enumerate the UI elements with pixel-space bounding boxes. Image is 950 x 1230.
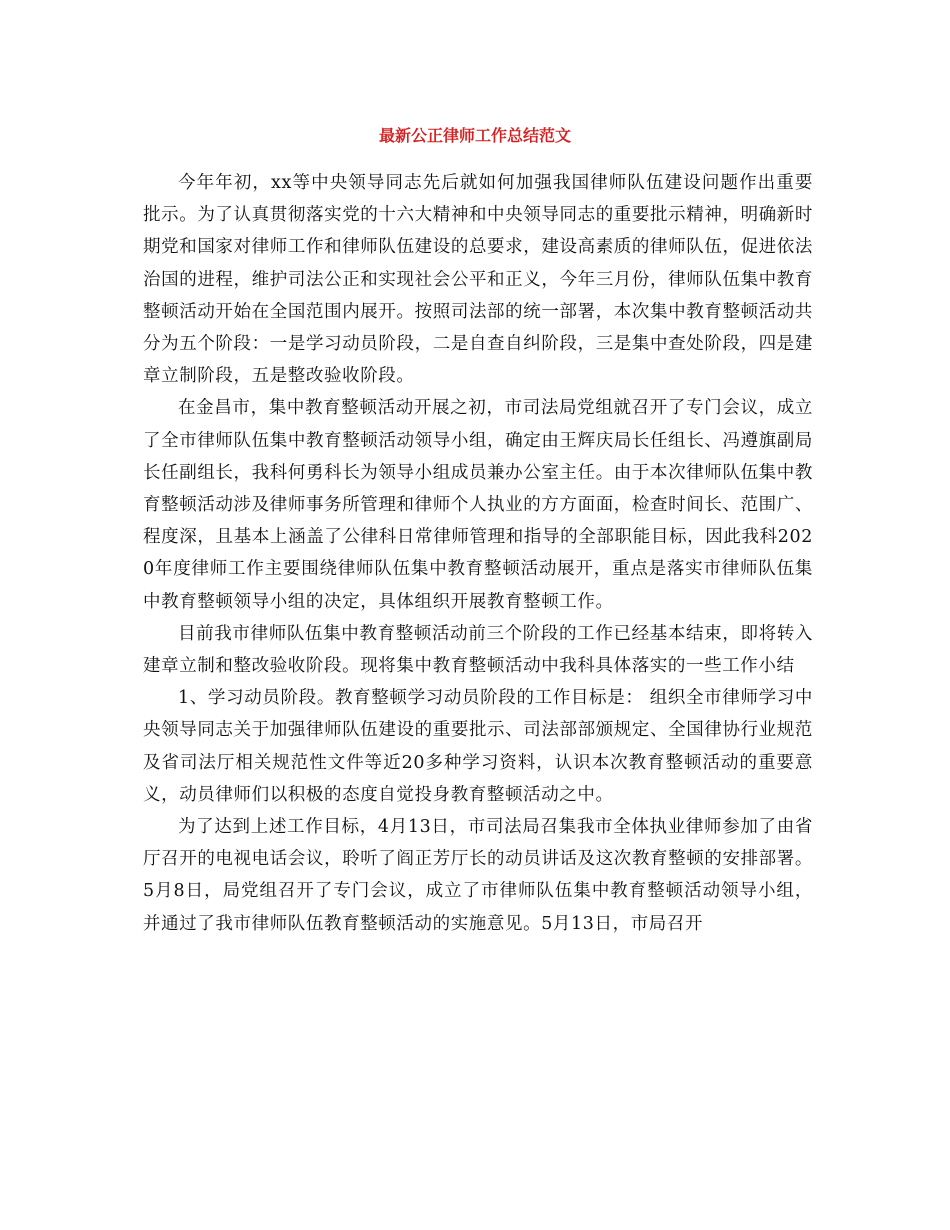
paragraph: 在金昌市，集中教育整顿活动开展之初，市司法局党组就召开了专门会议，成立了全市律师队伍集中教育整顿活动领导小组，确定由王辉庆局长任组长、冯遵旗副局长任副组长，我科何勇科长为领导小组成员兼办公室主任。由于本次律师队伍集中教育整顿活动涉及律师事务所管理和律师个人执业的方方面面，检查时间长、范围广、程度深，且基本上涵盖了公律科日常律师管理和指导的全部职能目标，因此我科2020年度律师工作主要围绕律师队伍集中教育整顿活动展开，重点是落实市律师队伍集中教育整顿领导小组的决定，具体组织开展教育整顿工作。 (143, 398, 813, 612)
document-body (143, 167, 813, 940)
paragraph: 1、学习动员阶段。教育整顿学习动员阶段的工作目标是： 组织全市律师学习中央领导同志关于加强律师队伍建设的重要批示、司法部部颁规定、全国律协行业规范及省司法厅相关规范性文件等近20多种学习资料，认识本次教育整顿活动的重要意义，动员律师们以积极的态度自觉投身教育整顿活动之中。 (143, 688, 813, 805)
paragraph: 为了达到上述工作目标，4月13日，市司法局召集我市全体执业律师参加了由省厅召开的电视电话会议，聆听了阎正芳厅长的动员讲话及这次教育整顿的安排部署。5月8日，局党组召开了专门会议，成立了市律师队伍集中教育整顿活动领导小组，并通过了我市律师队伍教育整顿活动的实施意见。5月13日，市局召开 (143, 817, 813, 934)
paragraph: 今年年初，xx等中央领导同志先后就如何加强我国律师队伍建设问题作出重要批示。为了认真贯彻落实党的十六大精神和中央领导同志的重要批示精神，明确新时期党和国家对律师工作和律师队伍建设的总要求，建设高素质的律师队伍，促进依法治国的进程，维护司法公正和实现社会公平和正义，今年三月份，律师队伍集中教育整顿活动开始在全国范围内展开。按照司法部的统一部署，本次集中教育整顿活动共分为五个阶段：一是学习动员阶段，二是自查自纠阶段，三是集中查处阶段，四是建章立制阶段，五是整改验收阶段。 (143, 173, 813, 387)
paragraph: 目前我市律师队伍集中教育整顿活动前三个阶段的工作已经基本结束，即将转入建章立制和整改验收阶段。现将集中教育整顿活动中我科具体落实的一些工作小结 (143, 623, 813, 677)
document-title: 最新公正律师工作总结范文 (378, 126, 571, 145)
